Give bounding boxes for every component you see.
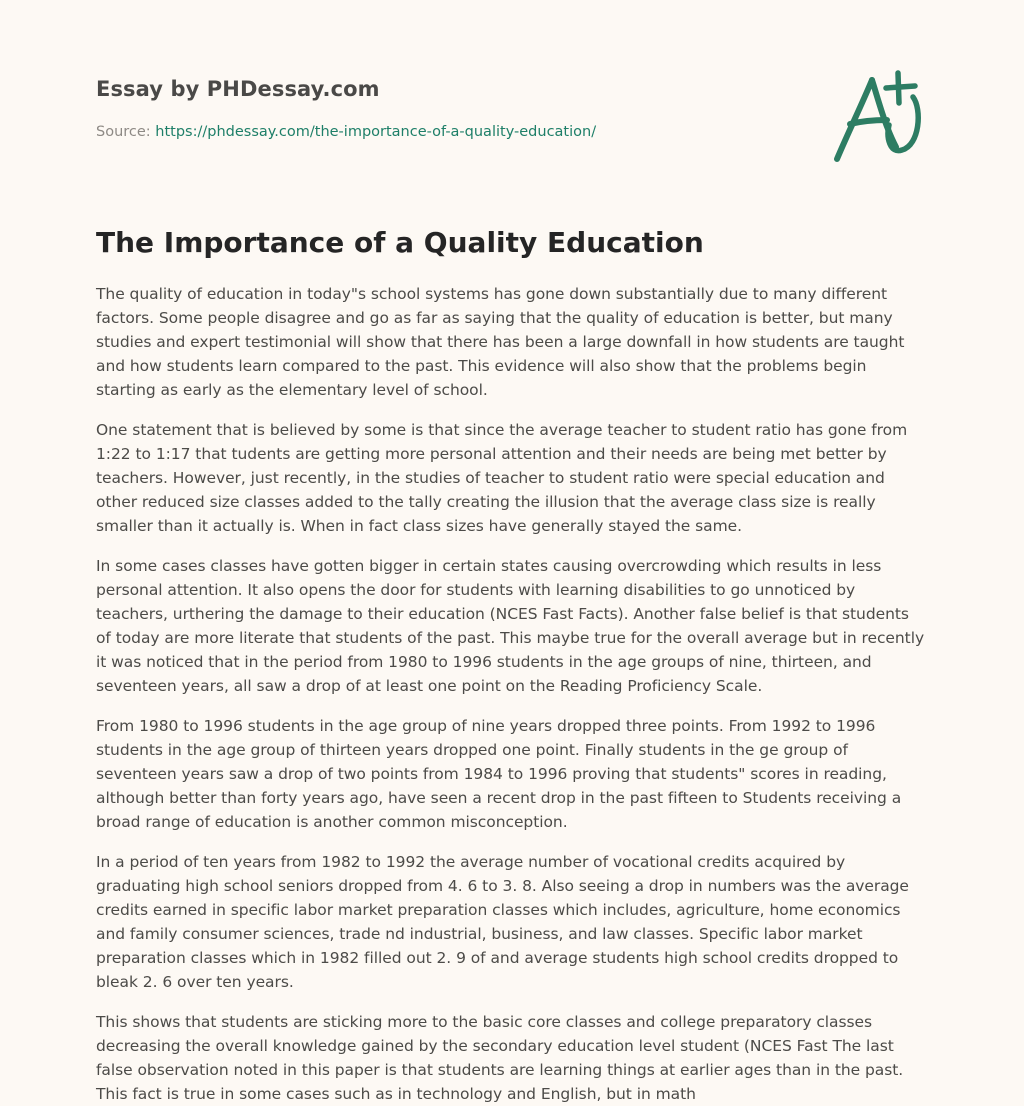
site-title: Essay by PHDessay.com: [96, 77, 380, 101]
essay-paragraph-2: One statement that is believed by some is that since the average teacher to student ratio has gone from 1:22 to 1:17 that tudents are getting more personal attention and their needs are being met better by teachers. However, just recently, in the studies of teacher to student ratio were special education and other reduced size classes added to the tally creating the illusion that the average class size is really smaller than it actually is. When in fact class sizes have generally stayed the same.: [96, 420, 908, 535]
source-label: Source:: [96, 124, 151, 140]
source-link[interactable]: https://phdessay.com/the-importance-of-a-quality-education/: [155, 124, 597, 140]
page-header: [96, 0, 928, 190]
essay-paragraph-5: In a period of ten years from 1982 to 1992 the average number of vocational credits acquired by graduating high school seniors dropped from 4. 6 to 3. 8. Also seeing a drop in numbers was the average credits earned in specific labor market preparation classes which includes, agriculture, home economics and family consumer sciences, trade nd industrial, business, and law classes. Specific labor market preparation classes which in 1982 filled out 2. 9 of and average students high school credits dropped to bleak 2. 6 over ten years.: [96, 852, 909, 991]
source-line: [96, 124, 596, 140]
essay-paragraph-4: From 1980 to 1996 students in the age group of nine years dropped three points. From 1992 to 1996 students in the age group of thirteen years dropped one point. Finally students in the ge group of seventeen years saw a drop of two points from 1984 to 1996 proving that students" scores in reading, although better than forty years ago, have seen a recent drop in the past fifteen to Students receiving a broad range of education is another common misconception.: [96, 716, 902, 831]
essay-paragraph-6: This shows that students are sticking more to the basic core classes and college preparatory classes decreasing the overall knowledge gained by the secondary education level student (NCES Fast The last false observation noted in this paper is that students are learning things at earlier ages than in the past. This fact is true in some cases such as in technology and English, but in math: [96, 1012, 904, 1103]
a-plus-logo-icon: [828, 68, 928, 163]
essay-paragraph-1: The quality of education in today"s school systems has gone down substantially due to many different factors. Some people disagree and go as far as saying that the quality of education is better, but many studies and expert testimonial will show that there has been a large downfall in how students are taught and how students learn compared to the past. This evidence will also show that the problems begin starting as early as the elementary level of school.: [96, 284, 905, 399]
essay-title: The Importance of a Quality Education: [96, 226, 704, 259]
essay-paragraph-3: In some cases classes have gotten bigger in certain states causing overcrowding which results in less personal attention. It also opens the door for students with learning disabilities to go unnoticed by teachers, urthering the damage to their education (NCES Fast Facts). Another false belief is that students of today are more literate that students of the past. This maybe true for the overall average but in recently it was noticed that in the period from 1980 to 1996 students in the age groups of nine, thirteen, and seventeen years, all saw a drop of at least one point on the Reading Proficiency Scale.: [96, 556, 925, 695]
